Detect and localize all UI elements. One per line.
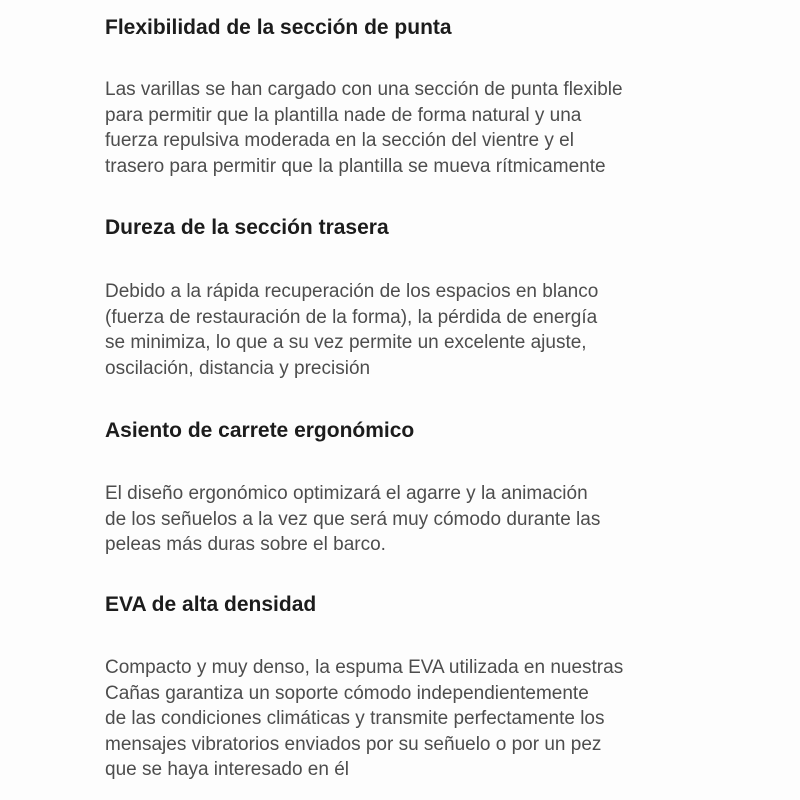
- body-line: Debido a la rápida recuperación de los espacios en blanco: [105, 281, 599, 302]
- body-line: Cañas garantiza un soporte cómodo independientemente: [105, 682, 589, 704]
- body-line: que se haya interesado en él: [105, 759, 350, 781]
- body-line: peleas más duras sobre el barco.: [105, 534, 386, 556]
- body-line: trasero para permitir que la plantilla se mueva rítmicamente: [105, 155, 606, 177]
- section-title-tip-flexibility: Flexibilidad de la sección de punta: [105, 16, 452, 39]
- section-title-reel-seat: Asiento de carrete ergonómico: [105, 419, 415, 442]
- section-body-tip-flexibility: [105, 77, 623, 179]
- section-body-eva-foam: [105, 655, 623, 783]
- body-line: de las condiciones climáticas y transmite perfectamente los: [105, 708, 605, 730]
- section-title-butt-hardness: Dureza de la sección trasera: [105, 216, 389, 239]
- body-line: mensajes vibratorios enviados por su señuelo o por un pez: [105, 733, 602, 755]
- section-body-reel-seat: [105, 481, 600, 558]
- body-line: Compacto y muy denso, la espuma EVA utilizada en nuestras: [105, 657, 624, 678]
- body-line: para permitir que la plantilla nade de forma natural y una: [105, 104, 582, 126]
- section-body-butt-hardness: [105, 279, 598, 381]
- body-line: oscilación, distancia y precisión: [105, 357, 371, 379]
- body-line: (fuerza de restauración de la forma), la pérdida de energía: [105, 306, 598, 328]
- body-line: se minimiza, lo que a su vez permite un excelente ajuste,: [105, 332, 587, 354]
- body-line: de los señuelos a la vez que será muy cómodo durante las: [105, 508, 601, 530]
- body-line: Las varillas se han cargado con una sección de punta flexible: [105, 79, 623, 100]
- body-line: El diseño ergonómico optimizará el agarre y la animación: [105, 483, 588, 504]
- body-line: fuerza repulsiva moderada en la sección del vientre y el: [105, 130, 574, 152]
- section-title-eva-foam: EVA de alta densidad: [105, 593, 317, 616]
